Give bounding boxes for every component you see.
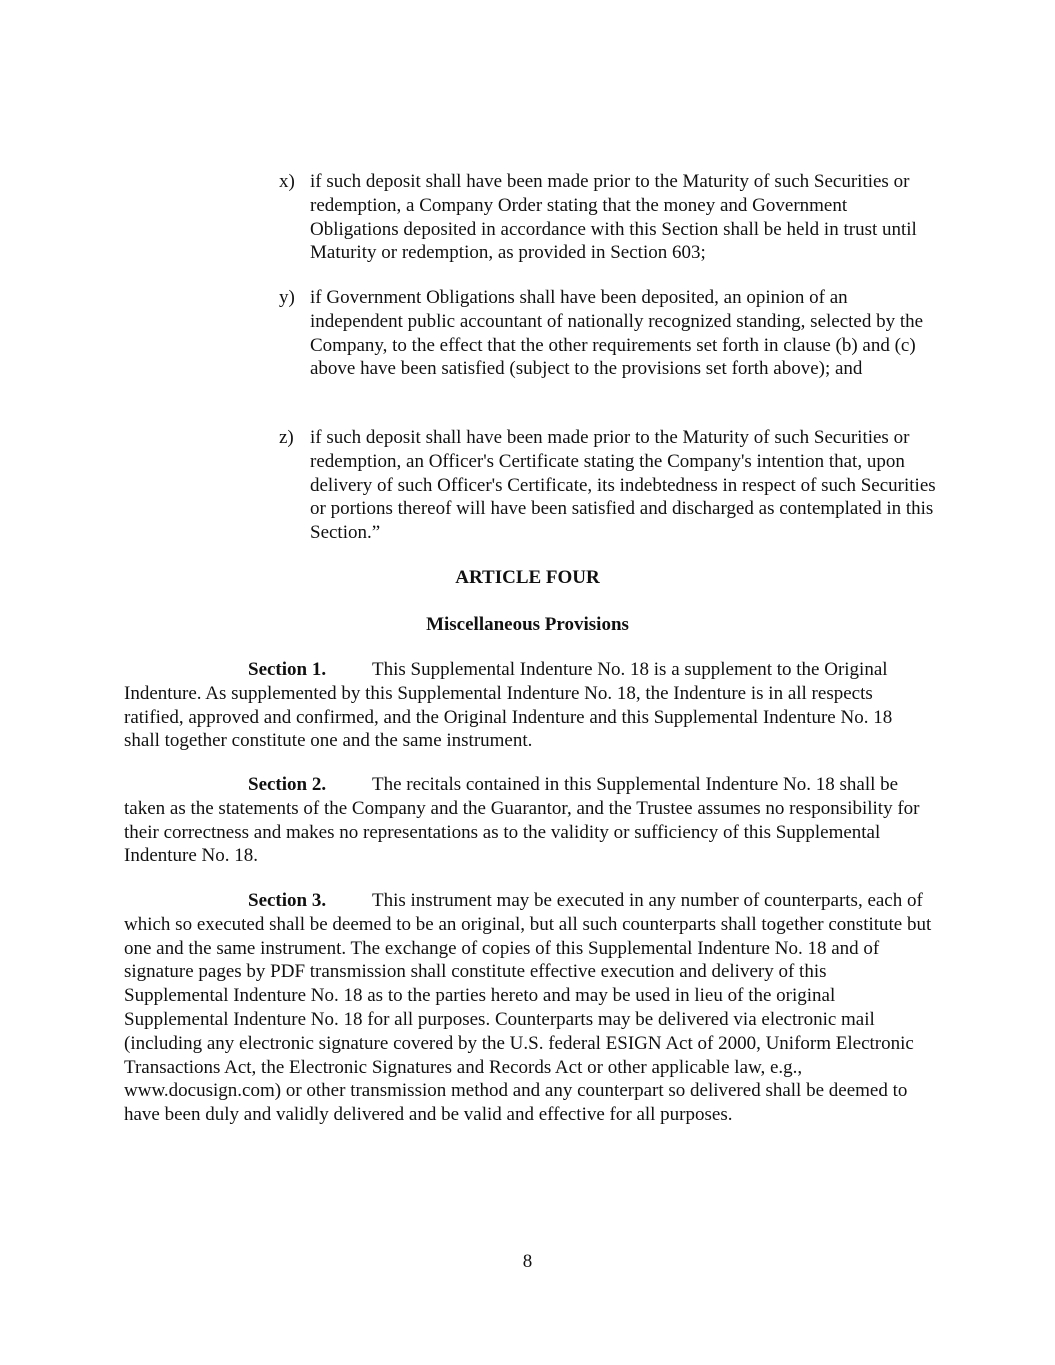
section-2 — [124, 773, 932, 868]
section-label: Section 1. — [248, 659, 327, 680]
section-text: This instrument may be executed in any number of counterparts, each of which so executed shall be deemed to be an original, but all such counterparts shall together constitute but one and the same instrument. The exchange of copies of this Supplemental Indenture No. 18 and of signature pages by PDF transmission shall constitute effective execution and delivery of this Supplemental Indenture No. 18 as to the parties hereto and may be used in lieu of the original Supplemental Indenture No. 18 for all purposes. Counterparts may be delivered via electronic mail (including any electronic signature covered by the U.S. federal ESIGN Act of 2000, Uniform Electronic Transactions Act, the Electronic Signatures and Records Act or other applicable law, e.g., www.docusign.com) or other transmission method and any counterpart so delivered shall be deemed to have been duly and validly delivered and be valid and effective for all purposes. — [124, 890, 932, 1126]
clause-x — [279, 170, 939, 265]
section-1 — [124, 658, 932, 753]
clause-text: if such deposit shall have been made prior to the Maturity of such Securities or redemption, a Company Order stating that the money and Government Obligations deposited in accordance with this Section shall be held in trust until Maturity or redemption, as provided in Section 603; — [310, 171, 917, 264]
clause-label: y) — [279, 287, 295, 308]
article-subtitle: Miscellaneous Provisions — [426, 614, 629, 635]
section-label: Section 2. — [248, 774, 327, 795]
section-3 — [124, 889, 932, 1127]
section-text: The recitals contained in this Supplemental Indenture No. 18 shall be taken as the statements of the Company and the Guarantor, and the Trustee assumes no responsibility for their correctness and makes no representations as to the validity or sufficiency of this Supplemental Indenture No. 18. — [124, 774, 920, 867]
clause-label: x) — [279, 171, 295, 192]
section-label: Section 3. — [248, 890, 327, 911]
clause-z — [279, 426, 939, 545]
clause-text: if such deposit shall have been made prior to the Maturity of such Securities or redemption, an Officer's Certificate stating the Company's intention that, upon delivery of such Officer's Certificate, its indebtedness in respect of such Securities or portions thereof will have been satisfied and discharged as contemplated in this Section.” — [310, 427, 936, 544]
clause-text: if Government Obligations shall have been deposited, an opinion of an independent public accountant of nationally recognized standing, selected by the Company, to the effect that the other requirements set forth in clause (b) and (c) above have been satisfied (subject to the provisions set forth above); and — [310, 287, 924, 380]
page-number: 8 — [522, 1251, 533, 1272]
clause-label: z) — [279, 427, 294, 448]
article-title: ARTICLE FOUR — [455, 567, 600, 588]
section-text: This Supplemental Indenture No. 18 is a supplement to the Original Indenture. As supplemented by this Supplemental Indenture No. 18, the Indenture is in all respects ratified, approved and confirmed, and the Original Indenture and this Supplemental Indenture No. 18 shall together constitute one and the same instrument. — [124, 659, 893, 752]
clause-y — [279, 286, 939, 381]
